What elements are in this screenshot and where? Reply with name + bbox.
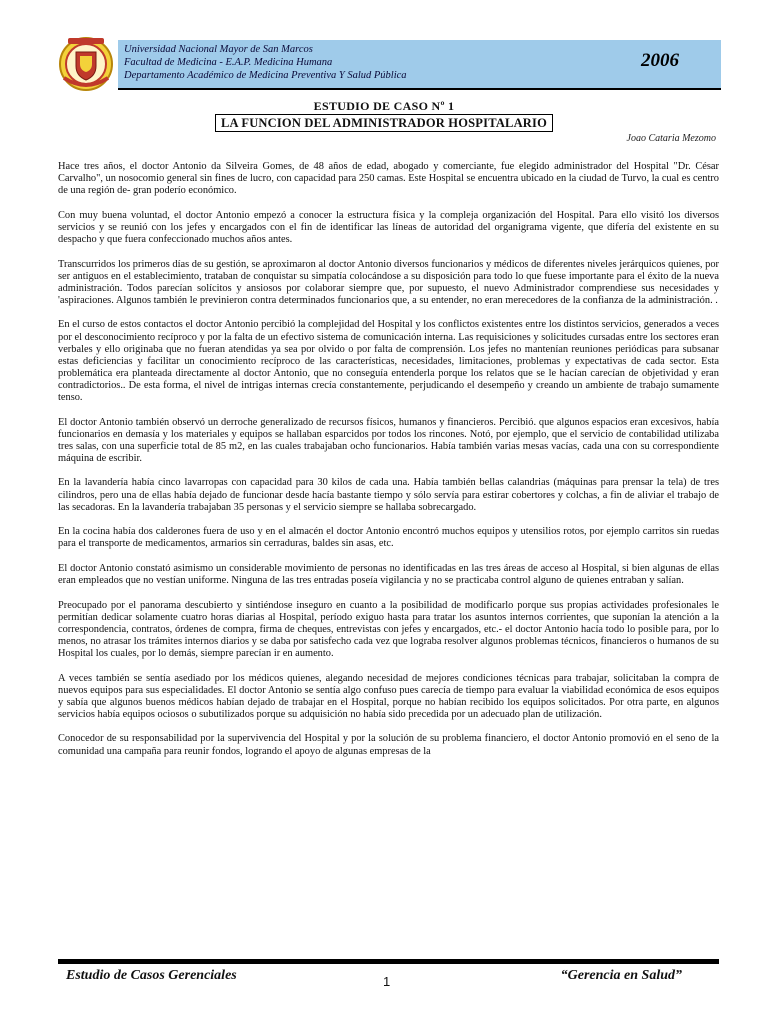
university-crest-icon bbox=[58, 34, 114, 96]
header-lines bbox=[124, 43, 407, 82]
paragraph: El doctor Antonio constató asimismo un considerable movimiento de personas no identificadas en las tres áreas de acceso al Hospital, si bien algunas de ellas eran empleados que no vestían uniforme. Ninguna de las tres entradas poseía vigilancia y no se practicaba control alguno de quienes entraban y salían. bbox=[58, 562, 719, 587]
footer-left-text: Estudio de Casos Gerenciales bbox=[66, 968, 237, 983]
main-title-wrap bbox=[0, 114, 768, 132]
paragraph: En la lavandería había cinco lavarropas con capacidad para 30 kilos de cada una. Había también bellas calandrias (máquinas para prensar la tela) de tres cilindros, pero una de ellas había dejado de funcionar desde hacía bastante tiempo y sólo servía para estirar cobertores y colchas, a fin de aliviar el trabajo de las secadoras. En la lavandería trabajaban 35 personas y el servicio siempre se hallaba sobrecargado. bbox=[58, 477, 719, 513]
paragraph: Transcurridos los primeros días de su gestión, se aproximaron al doctor Antonio diversos funcionarios y médicos de diferentes niveles jerárquicos quienes, por ser antiguos en el establecimiento, trataban de conquistar su simpatía colocándose a su disposición para todo lo que fuese importante para el éxito de la nueva administración. Todos parecían solícitos y ansiosos por colaborar siempre que, por supuesto, el nuevo Administrador comprendiese sus necesidades y 'aspiraciones. Algunos también le previnieron contra determinados funcionarios que, a su entender, no eran merecedores de la confianza de la administración. . bbox=[58, 258, 719, 306]
page-number: 1 bbox=[383, 974, 391, 989]
paragraph: Hace tres años, el doctor Antonio da Silveira Gomes, de 48 años de edad, abogado y comerciante, fue elegido administrador del Hospital "Dr. César Carvalho", un nosocomio general sin fines de lucro, con capacidad para 250 camas. Este Hospital se encuentra ubicado en la ciudad de Turvo, la cual es centro de una región de- gran poderío económico. bbox=[58, 161, 719, 197]
body-text bbox=[58, 161, 719, 770]
faculty-name: Facultad de Medicina - E.A.P. Medicina Humana bbox=[124, 57, 333, 68]
header-year: 2006 bbox=[641, 50, 679, 71]
main-title: LA FUNCION DEL ADMINISTRADOR HOSPITALARIO bbox=[215, 114, 553, 132]
university-name: Universidad Nacional Mayor de San Marcos bbox=[124, 44, 313, 55]
footer-right-text: “Gerencia en Salud” bbox=[560, 968, 682, 983]
paragraph: El doctor Antonio también observó un derroche generalizado de recursos físicos, humanos y financieros. Percibió. que algunos espacios eran excesivos, había funcionarios en demasía y los materiales y equipos se hallaban esparcidos por todos los rincones. Notó, por ejemplo, que el servicio de contabilidad utilizaba tres salas, con una superficie total de 85 m2, en las cuales trabajaban ocho funcionarios. Había también varias mesas vacías, cada una con su correspondiente máquina de escribir. bbox=[58, 416, 719, 464]
department-name: Departamento Académico de Medicina Preventiva Y Salud Pública bbox=[124, 70, 407, 81]
paragraph: En el curso de estos contactos el doctor Antonio percibió la complejidad del Hospital y los conflictos existentes entre los distintos servicios, generados a veces por el desconocimiento recíproco y por la falta de un efectivo sistema de comunicación interna. Las requisiciones y solicitudes cursadas entre los sectores eran verbales y ello originaba que no fueran atendidas ya sea por olvido o por falta de comprensión. Los jefes no mantenían reuniones periódicas para subsanar estas deficiencias y facilitar un conocimiento recíproco de las características, necesidades, limitaciones, problemas y expectativas de cada sector. Esta problemática era planteada directamente al doctor Antonio, que no conseguía entenderla porque los relatos que se le hacían carecían de objetividad y eran contradictorios.. De esta forma, el nivel de intrigas internas crecía constantemente, perjudicando el desempeño y creando un ambiente de trabajo sumamente tenso. bbox=[58, 319, 719, 403]
paragraph: Conocedor de su responsabilidad por la supervivencia del Hospital y por la solución de su problema financiero, el doctor Antonio promovió en el seno de la comunidad una campaña para reunir fondos, logrando el apoyo de algunas empresas de la bbox=[58, 733, 719, 757]
footer-rule bbox=[58, 959, 719, 964]
author: Joao Cataria Mezomo bbox=[626, 133, 716, 144]
paragraph: En la cocina había dos calderones fuera de uso y en el almacén el doctor Antonio encontró muchos equipos y utensilios rotos, por ejemplo carritos sin ruedas para el transporte de medicamentos, armarios sin cerraduras, baldes sin asas, etc. bbox=[58, 526, 719, 550]
case-title: ESTUDIO DE CASO Nº 1 bbox=[313, 99, 455, 113]
paragraph: A veces también se sentía asediado por los médicos quienes, alegando necesidad de mejores condiciones técnicas para trabajar, solicitaban la compra de nuevos equipos para sus especialidades. El doctor Antonio se sentía algo confuso pues carecía de tiempo para evaluar la viabilidad económica de esos equipos y sabía que algunos buenos médicos habían dejado de trabajar en el Hospital, porque no habían recibido los equipos solicitados. Por otra parte, en algunos servicios había equipos ociosos o subutilizados porque su adquisición no había sido precedida por un adecuado plan de utilización. bbox=[58, 672, 719, 720]
header-band bbox=[118, 40, 721, 90]
paragraph: Con muy buena voluntad, el doctor Antonio empezó a conocer la estructura física y la compleja organización del Hospital. Para ello visitó los diversos servicios y se reunió con los jefes y encargados con el fin de identificar las líneas de autoridad del organigrama vigente, que difería del existente en su despacho y que fuera confeccionado muchos años antes. bbox=[58, 209, 719, 245]
paragraph: Preocupado por el panorama descubierto y sintiéndose inseguro en cuanto a la posibilidad de modificarlo porque sus propias actividades profesionales le permitían dedicar solamente cuatro horas diarias al Hospital, período exiguo hasta para tratar los asuntos internos corrientes, que suponían la atención a la correspondencia, contratos, órdenes de compra, firma de cheques, entrevistas con jefes y encargados, etc.- el doctor Antonio hacía todo lo posible para, por lo menos, no atrasar los trámites internos diarios y se daba por satisfecho cada vez que lograba resolver algunos problemas técnicos, financieros o humanos de su Hospital los cuales, por lo demás, siempre parecían ir en aumento. bbox=[58, 599, 719, 659]
